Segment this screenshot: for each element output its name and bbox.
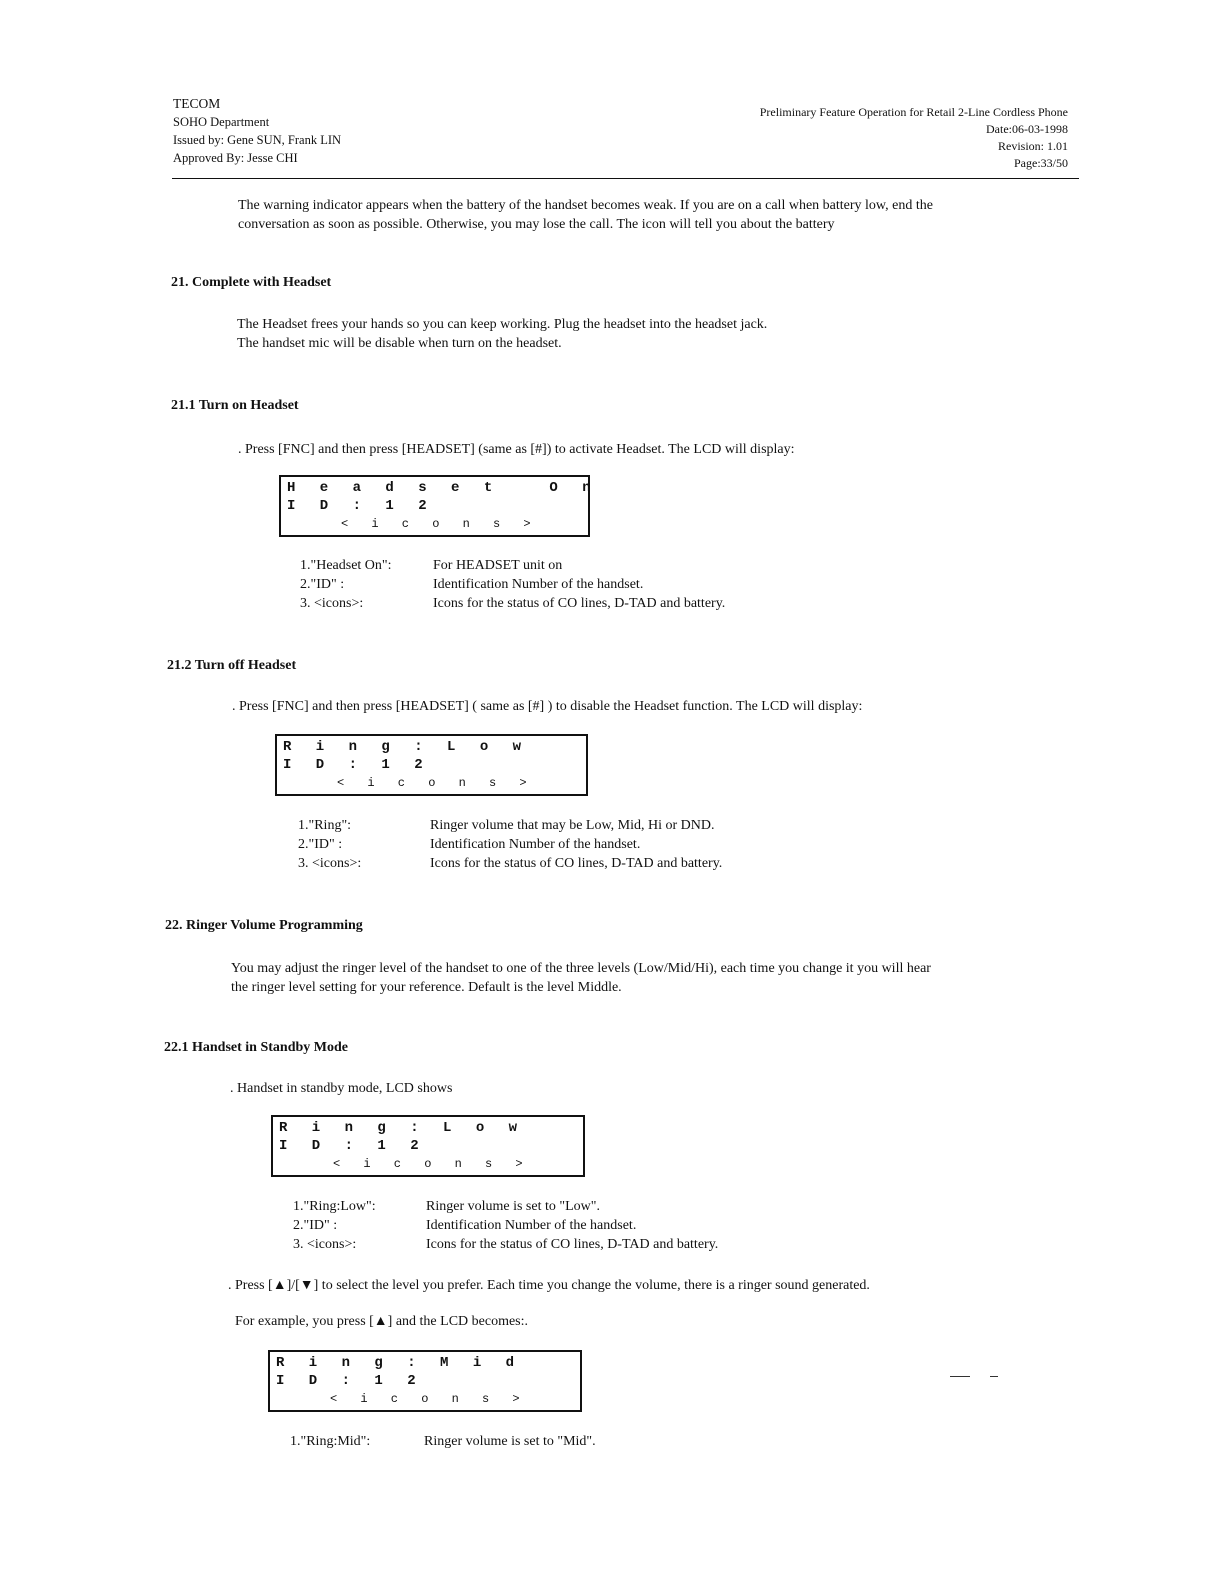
document-revision: Revision: 1.01 <box>997 139 1068 153</box>
lcd-line-2: I D : 1 2 <box>283 757 431 773</box>
paragraph-line: the ringer level setting for your reference. Default is the level Middle. <box>231 980 622 995</box>
paragraph-line: You may adjust the ringer level of the handset to one of the three levels (Low/Mid/Hi), each time you change it you will hear <box>231 961 931 976</box>
document-header-right <box>760 104 1068 172</box>
volume-select-instruction: . Press [▲]/[▼] to select the level you prefer. Each time you change the volume, there is a ringer sound generated. <box>228 1278 870 1293</box>
department: SOHO Department <box>173 115 270 129</box>
document-header-left <box>173 95 341 167</box>
lcd-display-headset-on <box>279 475 599 537</box>
section-22-1-legend <box>293 1197 813 1254</box>
lcd-line-3: < i c o n s > <box>337 776 535 790</box>
lcd-line-2: I D : 1 2 <box>276 1373 424 1389</box>
paragraph-line: The handset mic will be disable when turn on the headset. <box>237 336 562 351</box>
section-21-paragraph <box>237 315 767 353</box>
section-21-2-instruction: . Press [FNC] and then press [HEADSET] ( same as [#] ) to disable the Headset function. The LCD will display: <box>232 699 863 714</box>
section-21-heading: 21. Complete with Headset <box>171 275 332 290</box>
legend-row: 3. <icons>: Icons for the status of CO lines, D-TAD and battery. <box>300 596 726 611</box>
document-date: Date:06-03-1998 <box>986 122 1068 136</box>
issued-by: Issued by: Gene SUN, Frank LIN <box>173 133 342 147</box>
lcd-display-ring-mid <box>268 1350 582 1412</box>
lcd-line-1: R i n g : M i d <box>276 1355 523 1371</box>
paragraph-line: The Headset frees your hands so you can keep working. Plug the headset into the headset jack. <box>237 317 768 332</box>
section-21-1-instruction: . Press [FNC] and then press [HEADSET] (same as [#]) to activate Headset. The LCD will display: <box>238 442 795 457</box>
lcd-display-headset-off <box>275 734 588 796</box>
legend-row: 2."ID" : Identification Number of the handset. <box>293 1218 637 1233</box>
approved-by: Approved By: Jesse CHI <box>173 151 298 165</box>
scan-mark <box>990 1376 998 1377</box>
legend-row: 1."Headset On": For HEADSET unit on <box>300 558 563 573</box>
section-22-1-legend-2 <box>290 1432 810 1451</box>
page-number: Page:33/50 <box>1014 156 1068 170</box>
lcd-line-1: H e a d s e t O n <box>287 480 599 496</box>
legend-row: 1."Ring:Mid": Ringer volume is set to "Mid". <box>290 1434 596 1449</box>
lcd-line-3: < i c o n s > <box>333 1157 531 1171</box>
section-22-1-heading: 22.1 Handset in Standby Mode <box>164 1040 348 1055</box>
lcd-line-1: R i n g : L o w <box>279 1120 526 1136</box>
battery-warning-paragraph <box>238 196 933 234</box>
company-name: TECOM <box>173 96 221 111</box>
paragraph-line: conversation as soon as possible. Otherwise, you may lose the call. The icon will tell you about the battery <box>238 217 835 232</box>
lcd-line-3: < i c o n s > <box>330 1392 528 1406</box>
lcd-line-1: R i n g : L o w <box>283 739 530 755</box>
legend-row: 3. <icons>: Icons for the status of CO lines, D-TAD and battery. <box>293 1237 719 1252</box>
lcd-line-2: I D : 1 2 <box>287 498 435 514</box>
lcd-line-2: I D : 1 2 <box>279 1138 427 1154</box>
legend-row: 1."Ring:Low": Ringer volume is set to "Low". <box>293 1199 600 1214</box>
header-divider <box>172 178 1079 179</box>
paragraph-line: The warning indicator appears when the battery of the handset becomes weak. If you are on a call when battery low, end the <box>238 198 933 213</box>
section-21-2-legend <box>298 816 818 873</box>
section-22-1-instruction: . Handset in standby mode, LCD shows <box>230 1081 453 1096</box>
lcd-line-3: < i c o n s > <box>341 517 539 531</box>
legend-row: 1."Ring": Ringer volume that may be Low, Mid, Hi or DND. <box>298 818 715 833</box>
section-22-paragraph <box>231 959 931 997</box>
section-22-heading: 22. Ringer Volume Programming <box>165 918 363 933</box>
legend-row: 2."ID" : Identification Number of the handset. <box>300 577 644 592</box>
legend-row: 3. <icons>: Icons for the status of CO lines, D-TAD and battery. <box>298 856 723 871</box>
section-21-1-legend <box>300 556 820 613</box>
legend-row: 2."ID" : Identification Number of the handset. <box>298 837 641 852</box>
lcd-display-ring-low <box>271 1115 585 1177</box>
example-instruction: For example, you press [▲] and the LCD becomes:. <box>235 1314 529 1329</box>
scan-mark <box>950 1376 970 1377</box>
section-21-2-heading: 21.2 Turn off Headset <box>167 658 297 673</box>
document-title: Preliminary Feature Operation for Retail 2-Line Cordless Phone <box>759 105 1068 119</box>
section-21-1-heading: 21.1 Turn on Headset <box>171 398 299 413</box>
